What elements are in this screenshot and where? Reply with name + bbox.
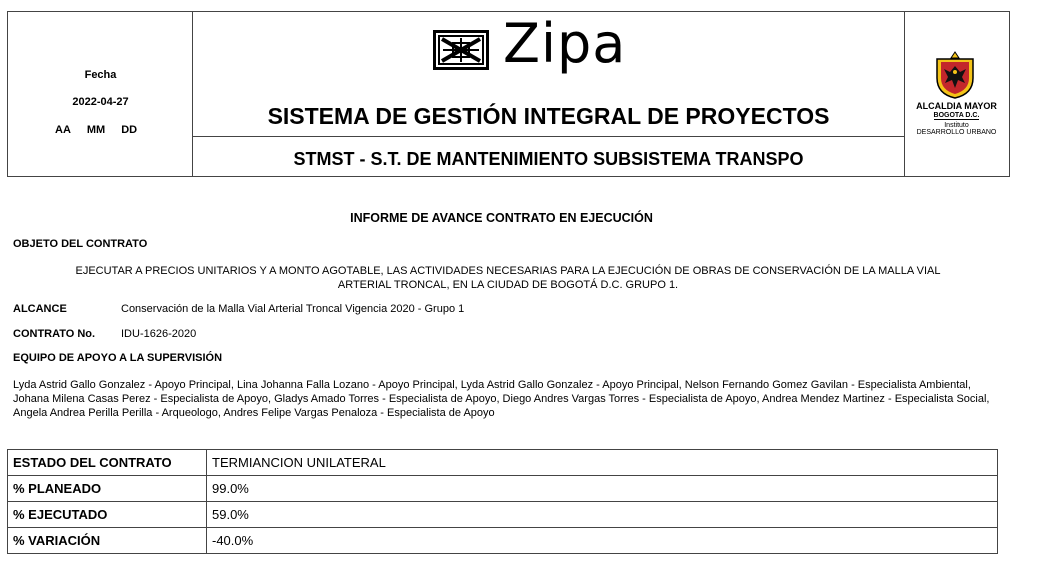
bogota-seal-icon	[931, 50, 979, 100]
table-row	[8, 502, 998, 528]
planned-label: % PLANEADO	[8, 476, 207, 502]
object-text	[13, 264, 1003, 292]
team-text: Lyda Astrid Gallo Gonzalez - Apoyo Principal, Lina Johanna Falla Lozano - Apoyo Principal, Lyda Astrid Gallo Gonzalez - Apoyo Principal, Nelson Fernando Gomez Gavilan - Especialista Ambiental, Johana Milena Casas Perez - Especialista de Apoyo, Gladys Amado Torres - Especialista de Apoyo, Diego Andres Vargas Torres - Especialista de Apoyo, Andrea Mendez Martinez - Especialista Social, Angela Andrea Perilla Perilla - Arqueologo, Andres Felipe Vargas Penaloza - Especialista de Apoyo	[13, 379, 990, 419]
idu-label	[905, 122, 1008, 136]
report-title: INFORME DE AVANCE CONTRATO EN EJECUCIÓN	[350, 211, 653, 225]
idu-label-line2: DESARROLLO URBANO	[916, 129, 997, 136]
document-header	[7, 11, 1010, 177]
alcaldia-panel	[904, 12, 1009, 176]
contract-value: IDU-1626-2020	[121, 328, 197, 340]
idu-label-line1: Instituto	[944, 122, 969, 129]
object-text-line1: EJECUTAR A PRECIOS UNITARIOS Y A MONTO AGOTABLE, LAS ACTIVIDADES NECESARIAS PARA LA EJECUCIÓN DE OBRAS DE CONSERVACIÓN DE LA MALLA VIAL	[75, 265, 941, 277]
status-value: TERMIANCION UNILATERAL	[207, 450, 998, 476]
status-table	[7, 449, 998, 554]
date-format-year: AA	[55, 124, 71, 136]
executed-value: 59.0%	[207, 502, 998, 528]
system-title: SISTEMA DE GESTIÓN INTEGRAL DE PROYECTOS	[267, 103, 830, 129]
variation-value: -40.0%	[207, 528, 998, 554]
executed-label: % EJECUTADO	[8, 502, 207, 528]
scope-label: ALCANCE	[13, 303, 67, 315]
scope-value: Conservación de la Malla Vial Arterial Troncal Vigencia 2020 - Grupo 1	[121, 303, 465, 315]
object-text-line2: ARTERIAL TRONCAL, EN LA CIUDAD DE BOGOTÁ D.C. GRUPO 1.	[337, 279, 679, 291]
date-panel	[8, 12, 193, 176]
status-label: ESTADO DEL CONTRATO	[8, 450, 207, 476]
zipa-mark-icon	[433, 30, 489, 70]
date-value: 2022-04-27	[72, 96, 129, 108]
object-label: OBJETO DEL CONTRATO	[13, 238, 148, 250]
planned-value: 99.0%	[207, 476, 998, 502]
date-format-month: MM	[86, 124, 106, 136]
table-row	[8, 476, 998, 502]
contract-label: CONTRATO No.	[13, 328, 96, 340]
team-label: EQUIPO DE APOYO A LA SUPERVISIÓN	[13, 352, 223, 364]
alcaldia-city-text: BOGOTA D.C.	[933, 112, 980, 119]
table-row	[8, 528, 998, 554]
title-panel	[193, 12, 904, 176]
unit-subtitle: STMST - S.T. DE MANTENIMIENTO SUBSISTEMA TRANSPO	[293, 149, 804, 169]
variation-label: % VARIACIÓN	[8, 528, 207, 554]
date-format	[55, 124, 153, 136]
title-divider	[193, 136, 904, 137]
alcaldia-name: ALCALDIA MAYOR	[916, 101, 997, 111]
date-label: Fecha	[84, 69, 117, 81]
date-format-day: DD	[121, 124, 138, 136]
zipa-logo-text: Zipa	[503, 12, 627, 75]
alcaldia-city	[905, 112, 1008, 119]
table-row	[8, 450, 998, 476]
